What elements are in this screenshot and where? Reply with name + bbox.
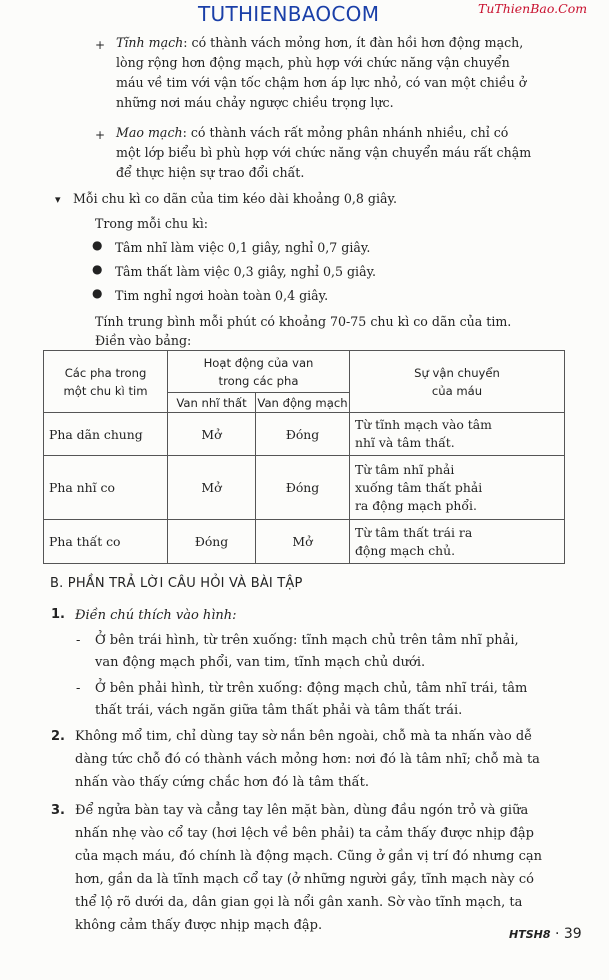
header-valves: Hoạt động của van trong các pha xyxy=(168,351,350,393)
answer-line: nhấn vào thấy cứng chắc hơn đó là tâm thất. xyxy=(75,775,369,790)
cycle-item: Tâm nhĩ làm việc 0,1 giây, nghỉ 0,7 giây. xyxy=(115,240,371,255)
vein-line: máu về tim với vận tốc chậm hơn áp lực nhỏ, có van một chiều ở xyxy=(116,75,527,90)
fill-table-label: Điền vào bảng: xyxy=(95,333,192,348)
answer-line: hơn, gần da là tĩnh mạch cổ tay (ở những người gầy, tĩnh mạch này có xyxy=(75,872,534,887)
capillary-term: Mao mạch xyxy=(116,125,183,140)
answer-line: Để ngửa bàn tay và cẳng tay lên mặt bàn, dùng đầu ngón trỏ và giữa xyxy=(75,803,529,818)
flow-cell: Từ tâm nhĩ phải xuống tâm thất phải ra động mạch phổi. xyxy=(350,456,565,520)
site-title: TUTHIENBAOCOM xyxy=(198,2,380,26)
av-cell: Mở xyxy=(168,413,256,456)
answer-line: Ở bên trái hình, từ trên xuống: tĩnh mạch chủ trên tâm nhĩ phải, xyxy=(95,633,519,648)
site-logo: TuThienBao.Com xyxy=(478,1,588,16)
header-phase: Các pha trong một chu kì tim xyxy=(44,351,168,413)
question-number: 3. xyxy=(51,803,65,818)
answer-line: không cảm thấy được nhịp mạch đập. xyxy=(75,918,323,933)
header-av-valve: Van nhĩ thất xyxy=(168,393,256,413)
answer-line: nhấn nhẹ vào cổ tay (hơi lệch về bên phải) ta cảm thấy được nhịp đập xyxy=(75,826,534,841)
answer-line: của mạch máu, đó chính là động mạch. Cũng ở gần vị trí đó nhưng cạn xyxy=(75,849,542,864)
dash-bullet: - xyxy=(76,633,81,648)
flow-cell: Từ tĩnh mạch vào tâm nhĩ và tâm thất. xyxy=(350,413,565,456)
flow-cell: Từ tâm thất trái ra động mạch chủ. xyxy=(350,520,565,564)
question-title: Điền chú thích vào hình: xyxy=(75,608,237,623)
answer-line: Ở bên phải hình, từ trên xuống: động mạch chủ, tâm nhĩ trái, tâm xyxy=(95,681,528,696)
cycle-item: Tim nghỉ ngơi hoàn toàn 0,4 giây. xyxy=(115,288,329,303)
answer-line: dàng tức chỗ đó có thành vách mỏng hơn: nơi đó là tâm nhĩ; chỗ mà ta xyxy=(75,752,540,767)
header-arterial-valve: Van động mạch xyxy=(256,393,350,413)
cycle-sub: Trong mỗi chu kì: xyxy=(95,216,209,231)
question-number: 1. xyxy=(51,607,65,622)
dot-bullet-icon: ● xyxy=(92,262,103,276)
dot-bullet-icon: ● xyxy=(92,238,103,252)
table-row xyxy=(44,520,565,564)
cycle-item: Tâm thất làm việc 0,3 giây, nghỉ 0,5 giây. xyxy=(115,264,377,279)
phase-cell: Pha nhĩ co xyxy=(44,456,168,520)
plus-bullet: + xyxy=(95,38,106,52)
heart-cycle-table xyxy=(43,350,565,564)
vein-line: những nơi máu chảy ngược chiều trọng lực. xyxy=(116,95,394,110)
answer-line: thể lộ rõ dưới da, dân gian gọi là nổi gân xanh. Sờ vào tĩnh mạch, ta xyxy=(75,895,523,910)
footer-separator: · xyxy=(554,926,560,942)
vein-line: lòng rộng hơn động mạch, phù hợp với chức năng vận chuyển xyxy=(116,55,510,70)
art-cell: Đóng xyxy=(256,413,350,456)
table-row xyxy=(44,413,565,456)
vein-term: Tĩnh mạch xyxy=(116,35,184,50)
cycle-average: Tính trung bình mỗi phút có khoảng 70-75 chu kì co dãn của tim. xyxy=(95,314,512,329)
answer-line: van động mạch phổi, van tim, tĩnh mạch chủ dưới. xyxy=(95,655,426,670)
answer-line: thất trái, vách ngăn giữa tâm thất phải và tâm thất trái. xyxy=(95,703,463,718)
page-number: 39 xyxy=(563,926,582,942)
table-row xyxy=(44,456,565,520)
book-code: HTSH8 xyxy=(509,928,551,941)
av-cell: Mở xyxy=(168,456,256,520)
header-flow: Sự vận chuyển của máu xyxy=(350,351,565,413)
plus-bullet: + xyxy=(95,128,106,142)
cycle-intro: Mỗi chu kì co dãn của tim kéo dài khoảng 0,8 giây. xyxy=(73,191,397,206)
capillary-line: để thực hiện sự trao đổi chất. xyxy=(116,165,305,180)
page-footer xyxy=(509,926,582,942)
capillary-line: một lớp biểu bì phù hợp với chức năng vận chuyển máu rất chậm xyxy=(116,145,532,160)
section-heading: B. PHẦN TRẢ LỜI CÂU HỎI VÀ BÀI TẬP xyxy=(50,576,303,591)
art-cell: Mở xyxy=(256,520,350,564)
answer-line: Không mổ tim, chỉ dùng tay sờ nắn bên ngoài, chỗ mà ta nhấn vào dễ xyxy=(75,729,533,744)
av-cell: Đóng xyxy=(168,520,256,564)
dot-bullet-icon: ● xyxy=(92,286,103,300)
triangle-bullet-icon: ▾ xyxy=(55,193,61,206)
vein-paragraph: Tĩnh mạch: có thành vách mỏng hơn, ít đàn hồi hơn động mạch, xyxy=(116,35,524,50)
question-number: 2. xyxy=(51,729,65,744)
phase-cell: Pha thất co xyxy=(44,520,168,564)
capillary-paragraph: Mao mạch: có thành vách rất mỏng phân nhánh nhiều, chỉ có xyxy=(116,125,509,140)
phase-cell: Pha dãn chung xyxy=(44,413,168,456)
art-cell: Đóng xyxy=(256,456,350,520)
dash-bullet: - xyxy=(76,681,81,696)
